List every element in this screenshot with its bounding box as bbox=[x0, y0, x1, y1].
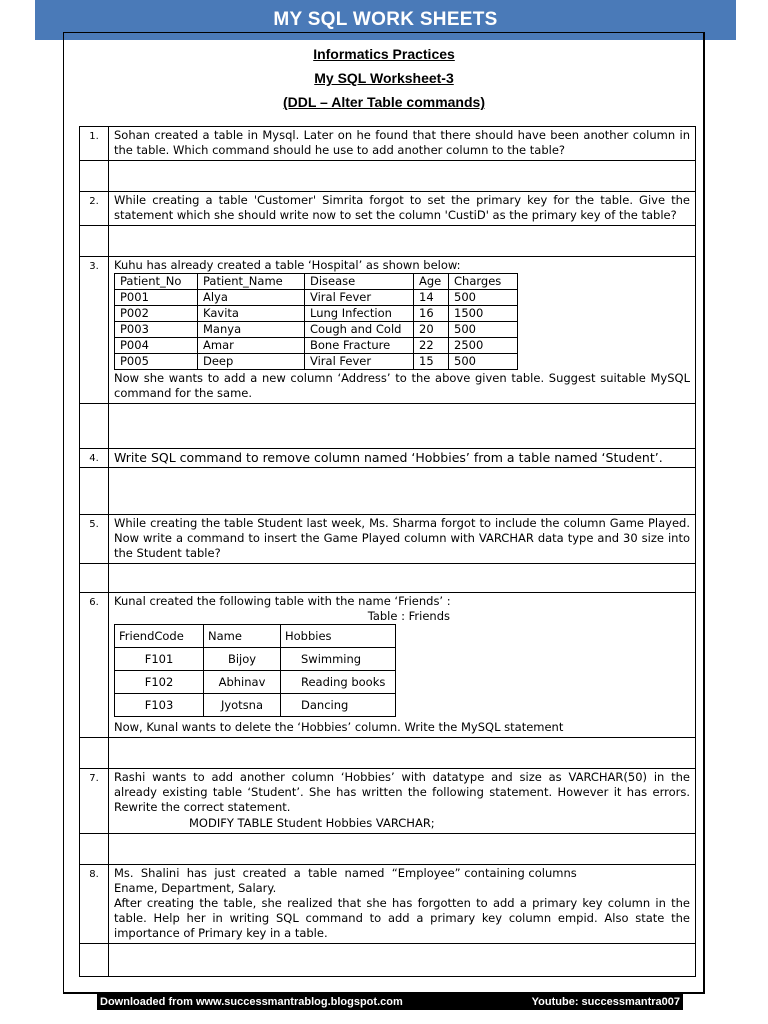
table-cell: 22 bbox=[414, 338, 449, 354]
table-cell: F101 bbox=[115, 648, 204, 671]
question-text: While creating a table 'Customer' Simrita forgot to set the primary key for the table. Give the statement which she should write now to set the column 'CustiD' as the primary key of the table? bbox=[114, 193, 690, 222]
answer-space[interactable] bbox=[109, 564, 696, 593]
table-header-cell: Disease bbox=[305, 274, 414, 290]
question-number: 3. bbox=[80, 257, 109, 404]
table-cell: Jyotsna bbox=[204, 694, 281, 717]
question-number: 8. bbox=[80, 865, 109, 944]
answer-space[interactable] bbox=[109, 226, 696, 257]
hospital-table bbox=[114, 273, 518, 370]
question-row bbox=[80, 192, 696, 226]
table-cell: Cough and Cold bbox=[305, 322, 414, 338]
table-header-row bbox=[115, 625, 396, 648]
table-header-cell: Hobbies bbox=[281, 625, 396, 648]
table-cell: 500 bbox=[449, 290, 518, 306]
table-cell: P003 bbox=[115, 322, 198, 338]
answer-row bbox=[80, 564, 696, 593]
question-row bbox=[80, 127, 696, 161]
answer-space[interactable] bbox=[109, 404, 696, 449]
question-text: After creating the table, she realized that she has forgotten to add a primary key column in the table. Help her in writing SQL command to add a primary key column empid. Also state the importance of Primary key in a table. bbox=[114, 896, 690, 940]
subject-title: Informatics Practices bbox=[313, 46, 455, 62]
table-cell: Deep bbox=[198, 354, 305, 370]
table-header-row bbox=[115, 274, 518, 290]
question-number: 7. bbox=[80, 769, 109, 834]
answer-row bbox=[80, 738, 696, 769]
answer-space[interactable] bbox=[109, 161, 696, 192]
table-header-cell: Charges bbox=[449, 274, 518, 290]
answer-space[interactable] bbox=[109, 834, 696, 865]
question-number: 6. bbox=[80, 593, 109, 738]
table-cell: 16 bbox=[414, 306, 449, 322]
table-cell: P002 bbox=[115, 306, 198, 322]
worksheet-banner: MY SQL WORK SHEETS bbox=[35, 0, 736, 40]
table-cell: 500 bbox=[449, 354, 518, 370]
worksheet-topic: (DDL – Alter Table commands) bbox=[282, 94, 485, 110]
table-caption: Table : Friends bbox=[367, 609, 450, 623]
table-header-cell: Patient_No bbox=[115, 274, 198, 290]
answer-row bbox=[80, 161, 696, 192]
answer-space[interactable] bbox=[109, 468, 696, 515]
question-row bbox=[80, 593, 696, 738]
table-header-cell: Age bbox=[414, 274, 449, 290]
table-cell: Bone Fracture bbox=[305, 338, 414, 354]
question-row bbox=[80, 515, 696, 564]
answer-row bbox=[80, 404, 696, 449]
question-text: Write SQL command to remove column named ‘Hobbies’ from a table named ‘Student’. bbox=[114, 450, 663, 465]
question-text: Kunal created the following table with the name ‘Friends’ : bbox=[114, 594, 451, 608]
table-cell: Amar bbox=[198, 338, 305, 354]
table-row bbox=[115, 671, 396, 694]
question-number: 5. bbox=[80, 515, 109, 564]
table-cell: P005 bbox=[115, 354, 198, 370]
table-cell: Alya bbox=[198, 290, 305, 306]
question-text: Ename, Department, Salary. bbox=[114, 881, 277, 895]
question-text: Rashi wants to add another column ‘Hobbies’ with datatype and size as VARCHAR(50) in the already existing table ‘Student’. She has written the following statement. However it has errors. Rewrite the correct statement. bbox=[114, 770, 690, 814]
table-row bbox=[115, 694, 396, 717]
table-cell: P004 bbox=[115, 338, 198, 354]
table-cell: 500 bbox=[449, 322, 518, 338]
table-cell: Viral Fever bbox=[305, 354, 414, 370]
table-row bbox=[115, 354, 518, 370]
table-header-cell: Patient_Name bbox=[198, 274, 305, 290]
table-cell: 15 bbox=[414, 354, 449, 370]
table-cell: Viral Fever bbox=[305, 290, 414, 306]
answer-row bbox=[80, 226, 696, 257]
question-text: Now she wants to add a new column ‘Address’ to the above given table. Suggest suitable MySQL command for the same. bbox=[114, 371, 690, 400]
answer-row bbox=[80, 944, 696, 977]
table-row bbox=[115, 306, 518, 322]
question-row bbox=[80, 257, 696, 404]
answer-space[interactable] bbox=[109, 944, 696, 977]
table-cell: Lung Infection bbox=[305, 306, 414, 322]
question-row bbox=[80, 865, 696, 944]
table-row bbox=[115, 648, 396, 671]
table-row bbox=[115, 322, 518, 338]
question-text: Now, Kunal wants to delete the ‘Hobbies’ column. Write the MySQL statement bbox=[114, 720, 564, 734]
table-cell: 1500 bbox=[449, 306, 518, 322]
answer-row bbox=[80, 834, 696, 865]
question-number: 4. bbox=[80, 449, 109, 468]
table-cell: F102 bbox=[115, 671, 204, 694]
question-text: Sohan created a table in Mysql. Later on he found that there should have been another column in the table. Which command should he use to add another column to the table? bbox=[114, 128, 690, 157]
question-text: Ms. Shalini has just created a table named “Employee” containing columns bbox=[114, 866, 577, 880]
table-header-cell: FriendCode bbox=[115, 625, 204, 648]
table-cell: P001 bbox=[115, 290, 198, 306]
footer-bar bbox=[97, 994, 683, 1010]
code-statement: MODIFY TABLE Student Hobbies VARCHAR; bbox=[189, 816, 435, 830]
table-cell: F103 bbox=[115, 694, 204, 717]
footer-download-link[interactable]: Downloaded from www.successmantrablog.blogspot.com bbox=[100, 996, 403, 1008]
table-cell: Manya bbox=[198, 322, 305, 338]
question-text: Kuhu has already created a table ‘Hospital’ as shown below: bbox=[114, 258, 461, 272]
table-cell: Kavita bbox=[198, 306, 305, 322]
question-row bbox=[80, 449, 696, 468]
question-row bbox=[80, 769, 696, 834]
worksheet-title: My SQL Worksheet-3 bbox=[314, 70, 454, 86]
question-table bbox=[79, 126, 696, 977]
table-cell: Swimming bbox=[281, 648, 396, 671]
table-row bbox=[115, 290, 518, 306]
question-number: 1. bbox=[80, 127, 109, 161]
table-cell: Reading books bbox=[281, 671, 396, 694]
table-cell: 2500 bbox=[449, 338, 518, 354]
table-cell: 14 bbox=[414, 290, 449, 306]
table-header-cell: Name bbox=[204, 625, 281, 648]
footer-youtube-link[interactable]: Youtube: successmantra007 bbox=[531, 996, 680, 1008]
question-number: 2. bbox=[80, 192, 109, 226]
table-cell: Bijoy bbox=[204, 648, 281, 671]
table-cell: 20 bbox=[414, 322, 449, 338]
answer-space[interactable] bbox=[109, 738, 696, 769]
answer-row bbox=[80, 468, 696, 515]
table-row bbox=[115, 338, 518, 354]
table-cell: Dancing bbox=[281, 694, 396, 717]
question-text: While creating the table Student last week, Ms. Sharma forgot to include the column Game Played. Now write a command to insert the Game Played column with VARCHAR data type and 30 size into the Student table? bbox=[114, 516, 690, 560]
friends-table bbox=[114, 624, 396, 717]
table-cell: Abhinav bbox=[204, 671, 281, 694]
